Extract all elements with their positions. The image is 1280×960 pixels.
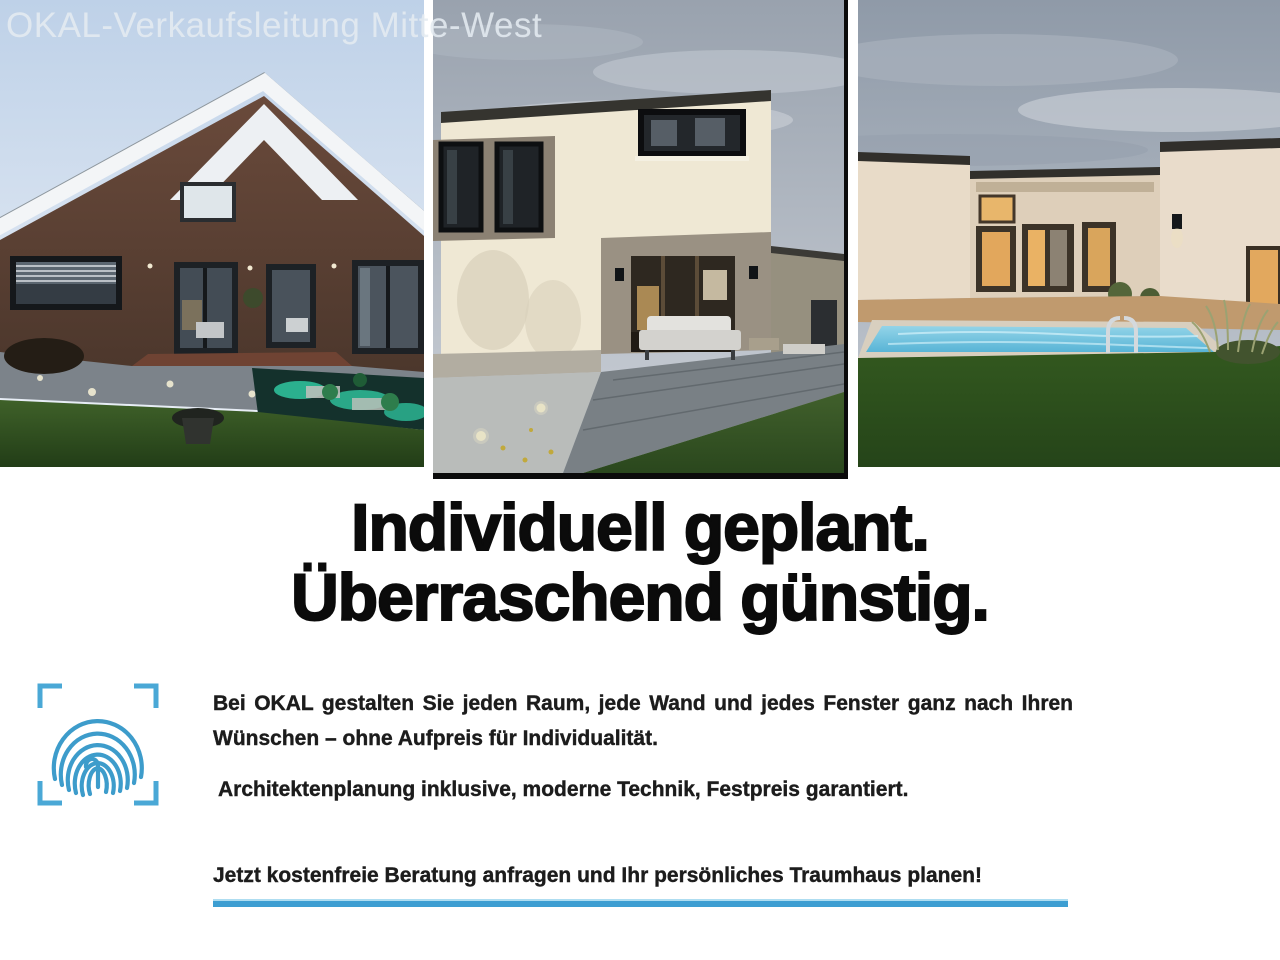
shrub	[4, 338, 84, 374]
body-paragraph-2: Architektenplanung inklusive, moderne Technik, Festpreis garantiert.	[218, 778, 909, 801]
photo-modern-cube-house	[433, 0, 848, 479]
potted-plant	[243, 288, 263, 308]
headline	[0, 492, 1280, 632]
fingerprint-ridges	[54, 721, 142, 795]
terracotta-patio	[132, 352, 352, 366]
headline-line1: Individuell geplant.	[351, 490, 929, 564]
wall-shadow	[525, 280, 581, 360]
wall-lamp	[615, 268, 624, 281]
attic-window	[182, 184, 234, 220]
corner-windows	[352, 260, 424, 354]
lawn	[858, 346, 1280, 467]
ribbon-window	[10, 256, 122, 310]
patio-door-1	[174, 262, 238, 354]
cta-text: Jetzt kostenfreie Beratung anfragen und Ihr persönliches Traumhaus planen!	[213, 864, 982, 887]
left-wing	[858, 152, 970, 300]
photo-brick-bungalow-art	[0, 0, 424, 467]
fingerprint-icon	[35, 681, 161, 808]
headline-line2: Überraschend günstig.	[291, 560, 989, 634]
fingerprint-scan-icon	[35, 681, 161, 808]
photo-modern-cube-house-art	[433, 0, 844, 473]
photo-brick-bungalow	[0, 0, 424, 467]
right-wing	[1160, 138, 1280, 308]
wall-lamp	[749, 266, 758, 279]
center-porch	[970, 167, 1160, 298]
swimming-pool	[866, 326, 1214, 352]
ribbon-window	[635, 112, 749, 161]
patio-door-2	[266, 264, 316, 348]
cta-underline	[213, 899, 1068, 907]
watermark-text: OKAL-Verkaufsleitung Mitte-West	[6, 6, 543, 45]
body-paragraph-1: Bei OKAL gestalten Sie jeden Raum, jede Wand und jedes Fenster ganz nach Ihren Wünschen – ohne Aufpreis für Individualität.	[213, 692, 1073, 750]
wall-shadow	[457, 250, 529, 350]
photo-pool-bungalow	[858, 0, 1280, 467]
photo-pool-bungalow-art	[858, 0, 1280, 467]
